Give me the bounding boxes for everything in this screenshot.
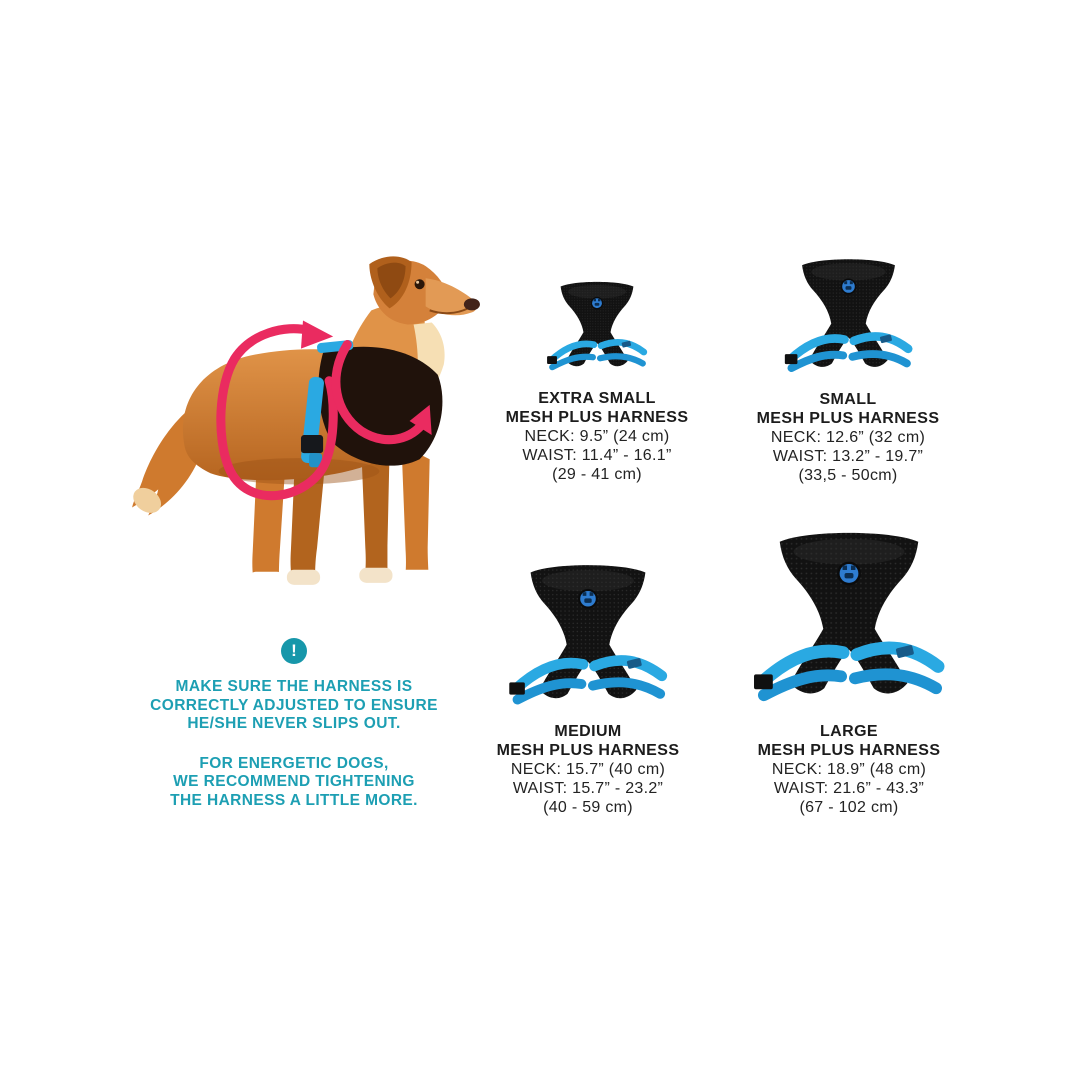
exclamation-circle-icon <box>281 638 307 664</box>
waist-measurement: WAIST: 11.4” - 16.1” <box>522 447 672 464</box>
size-name: SMALL <box>819 391 877 408</box>
waist-measurement-cm: (29 - 41 cm) <box>552 466 642 483</box>
waist-measurement-cm: (40 - 59 cm) <box>543 799 633 816</box>
size-specs-medium <box>463 722 713 817</box>
size-card-medium <box>463 556 713 817</box>
note-line: WE RECOMMEND TIGHTENING <box>173 773 415 791</box>
waist-measurement: WAIST: 21.6” - 43.3” <box>773 780 925 797</box>
harness-image-medium <box>506 556 670 712</box>
size-specs-small <box>723 390 973 485</box>
size-name: MEDIUM <box>554 723 622 740</box>
harness-image-small <box>782 252 915 378</box>
dog-illustration <box>128 256 479 588</box>
size-specs-extra-small <box>472 389 722 484</box>
product-name: MESH PLUS HARNESS <box>757 742 941 759</box>
product-name: MESH PLUS HARNESS <box>756 410 940 427</box>
note-line: MAKE SURE THE HARNESS IS <box>175 678 413 695</box>
size-card-extra-small <box>472 276 722 484</box>
size-name: LARGE <box>820 723 878 740</box>
neck-measurement: NECK: 15.7” (40 cm) <box>510 761 666 778</box>
size-card-small <box>723 252 973 485</box>
neck-measurement: NECK: 18.9” (48 cm) <box>771 761 927 778</box>
product-name: MESH PLUS HARNESS <box>496 742 680 759</box>
waist-measurement: WAIST: 13.2” - 19.7” <box>772 448 924 465</box>
neck-measurement: NECK: 12.6” (32 cm) <box>770 429 926 446</box>
neck-measurement: NECK: 9.5” (24 cm) <box>524 428 670 445</box>
note-line: HE/SHE NEVER SLIPS OUT. <box>187 715 401 733</box>
size-card-large <box>724 522 974 817</box>
waist-measurement: WAIST: 15.7” - 23.2” <box>512 780 664 797</box>
product-name: MESH PLUS HARNESS <box>505 409 689 426</box>
note-line: FOR ENERGETIC DOGS, <box>199 754 389 772</box>
note-paragraph-adjustment <box>148 678 440 734</box>
exclamation-glyph: ! <box>291 641 297 660</box>
note-paragraph-energetic-dogs <box>148 755 440 811</box>
harness-image-large <box>750 522 948 710</box>
dog-harness-photo <box>118 248 490 600</box>
waist-measurement-cm: (67 - 102 cm) <box>799 799 899 816</box>
harness-image-extra-small <box>545 276 649 375</box>
dog-eye <box>415 279 425 289</box>
waist-measurement-cm: (33,5 - 50cm) <box>798 467 898 484</box>
note-line: THE HARNESS A LITTLE MORE. <box>170 791 418 809</box>
size-specs-large <box>724 722 974 817</box>
size-name: EXTRA SMALL <box>538 390 656 407</box>
note-line: CORRECTLY ADJUSTED TO ENSURE <box>150 696 438 714</box>
fit-advisory-note <box>148 638 440 832</box>
